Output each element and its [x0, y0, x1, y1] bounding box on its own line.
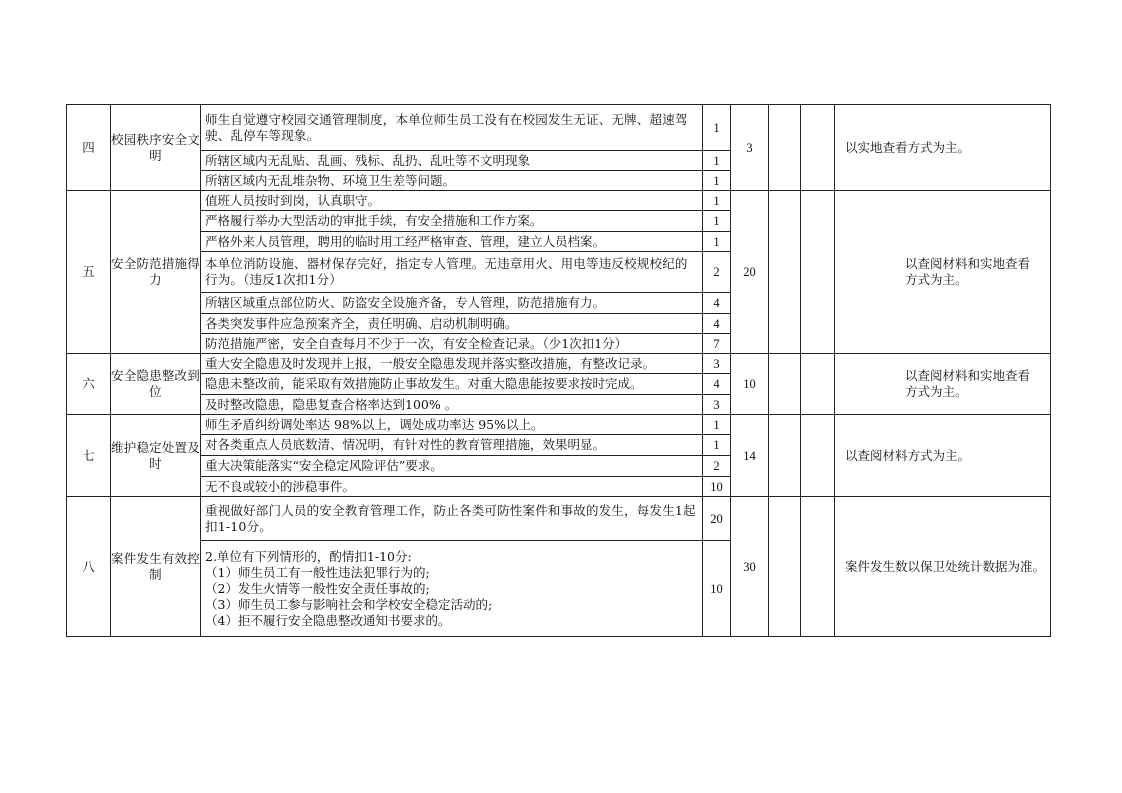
criterion-score: 3	[703, 354, 731, 374]
section-total: 10	[731, 354, 769, 415]
criterion-score: 1	[703, 415, 731, 435]
section-name: 安全隐患整改到位	[111, 354, 201, 415]
criterion-text: 防范措施严密，安全自查每月不少于一次，有安全检查记录。（少1次扣1分）	[201, 334, 703, 354]
criterion-score: 4	[703, 293, 731, 314]
table-row	[67, 415, 1051, 435]
criterion-score: 7	[703, 334, 731, 354]
criterion-text: 及时整改隐患，隐患复查合格率达到100% 。	[201, 395, 703, 415]
section-total: 14	[731, 415, 769, 497]
table-row	[67, 191, 1051, 211]
criterion-text: 隐患未整改前，能采取有效措施防止事故发生。对重大隐患能按要求按时完成。	[201, 374, 703, 395]
blank-cell	[769, 415, 801, 497]
criterion-score: 10	[703, 477, 731, 497]
criterion-text: 师生自觉遵守校园交通管理制度，本单位师生员工没有在校园发生无证、无牌、超速驾驶、乱停车等现象。	[201, 105, 703, 151]
blank-cell	[801, 191, 835, 354]
criterion-score: 4	[703, 314, 731, 334]
check-method: 以查阅材料方式为主。	[835, 415, 1051, 497]
criterion-score: 1	[703, 105, 731, 151]
blank-cell	[769, 105, 801, 191]
blank-cell	[801, 497, 835, 637]
criterion-text: 师生矛盾纠纷调处率达 98%以上，调处成功率达 95%以上。	[201, 415, 703, 435]
criterion-score: 10	[703, 541, 731, 637]
criterion-text: 本单位消防设施、器材保存完好，指定专人管理。无违章用火、用电等违反校规校纪的行为。（违反1次扣1分）	[201, 252, 703, 293]
blank-cell	[801, 105, 835, 191]
criterion-score: 2	[703, 252, 731, 293]
section-name: 维护稳定处置及时	[111, 415, 201, 497]
criterion-score: 1	[703, 211, 731, 232]
criterion-score: 1	[703, 171, 731, 191]
table-row	[67, 497, 1051, 541]
blank-cell	[801, 354, 835, 415]
criterion-score: 20	[703, 497, 731, 541]
section-name: 案件发生有效控制	[111, 497, 201, 637]
assessment-table	[66, 104, 1051, 637]
criterion-text: 重大决策能落实“安全稳定风险评估”要求。	[201, 456, 703, 477]
criterion-score: 2	[703, 456, 731, 477]
blank-cell	[801, 415, 835, 497]
section-total: 30	[731, 497, 769, 637]
criterion-text: 严格履行举办大型活动的审批手续，有安全措施和工作方案。	[201, 211, 703, 232]
sub-item: （4）拒不履行安全隐患整改通知书要求的。	[205, 612, 451, 628]
criterion-score: 1	[703, 151, 731, 171]
criterion-text: 重视做好部门人员的安全教育管理工作，防止各类可防性案件和事故的发生，每发生1起扣1-10分。	[201, 497, 703, 541]
criterion-score: 1	[703, 191, 731, 211]
check-method: 以实地查看方式为主。	[835, 105, 1051, 191]
sub-item: （2）发生火情等一般性安全责任事故的;	[205, 580, 430, 596]
criterion-text: 值班人员按时到岗，认真职守。	[201, 191, 703, 211]
check-method: 案件发生数以保卫处统计数据为准。	[835, 497, 1051, 637]
section-number: 八	[67, 497, 111, 637]
section-total: 3	[731, 105, 769, 191]
section-number: 七	[67, 415, 111, 497]
sub-item: （3）师生员工参与影响社会和学校安全稳定活动的;	[205, 596, 493, 612]
criterion-text: 各类突发事件应急预案齐全，责任明确、启动机制明确。	[201, 314, 703, 334]
criterion-score: 3	[703, 395, 731, 415]
criterion-text: 所辖区域内无乱贴、乱画、残标、乱扔、乱吐等不文明现象	[201, 151, 703, 171]
criterion-text: 所辖区域内无乱堆杂物、环境卫生差等问题。	[201, 171, 703, 191]
table-row	[67, 354, 1051, 374]
criterion-text	[201, 541, 703, 637]
criterion-text: 重大安全隐患及时发现并上报，一般安全隐患发现并落实整改措施，有整改记录。	[201, 354, 703, 374]
blank-cell	[769, 497, 801, 637]
section-name: 安全防范措施得力	[111, 191, 201, 354]
check-method: 以查阅材料和实地查看方式为主。	[835, 354, 1051, 415]
section-number: 六	[67, 354, 111, 415]
blank-cell	[769, 354, 801, 415]
criterion-score: 4	[703, 374, 731, 395]
criterion-text: 对各类重点人员底数清、情况明，有针对性的教育管理措施，效果明显。	[201, 435, 703, 456]
section-total: 20	[731, 191, 769, 354]
section-number: 五	[67, 191, 111, 354]
criterion-score: 1	[703, 435, 731, 456]
criterion-text: 无不良或较小的涉稳事件。	[201, 477, 703, 497]
blank-cell	[769, 191, 801, 354]
sub-item: （1）师生员工有一般性违法犯罪行为的;	[205, 564, 430, 580]
section-name: 校园秩序安全文明	[111, 105, 201, 191]
criterion-score: 1	[703, 232, 731, 252]
check-method: 以查阅材料和实地查看方式为主。	[835, 191, 1051, 354]
criterion-text: 所辖区域重点部位防火、防盗安全设施齐备，专人管理，防范措施有力。	[201, 293, 703, 314]
criterion-text: 严格外来人员管理，聘用的临时用工经严格审查、管理，建立人员档案。	[201, 232, 703, 252]
table-row	[67, 105, 1051, 151]
criterion-lead: 2.单位有下列情形的，酌情扣1-10分:	[205, 548, 412, 564]
section-number: 四	[67, 105, 111, 191]
